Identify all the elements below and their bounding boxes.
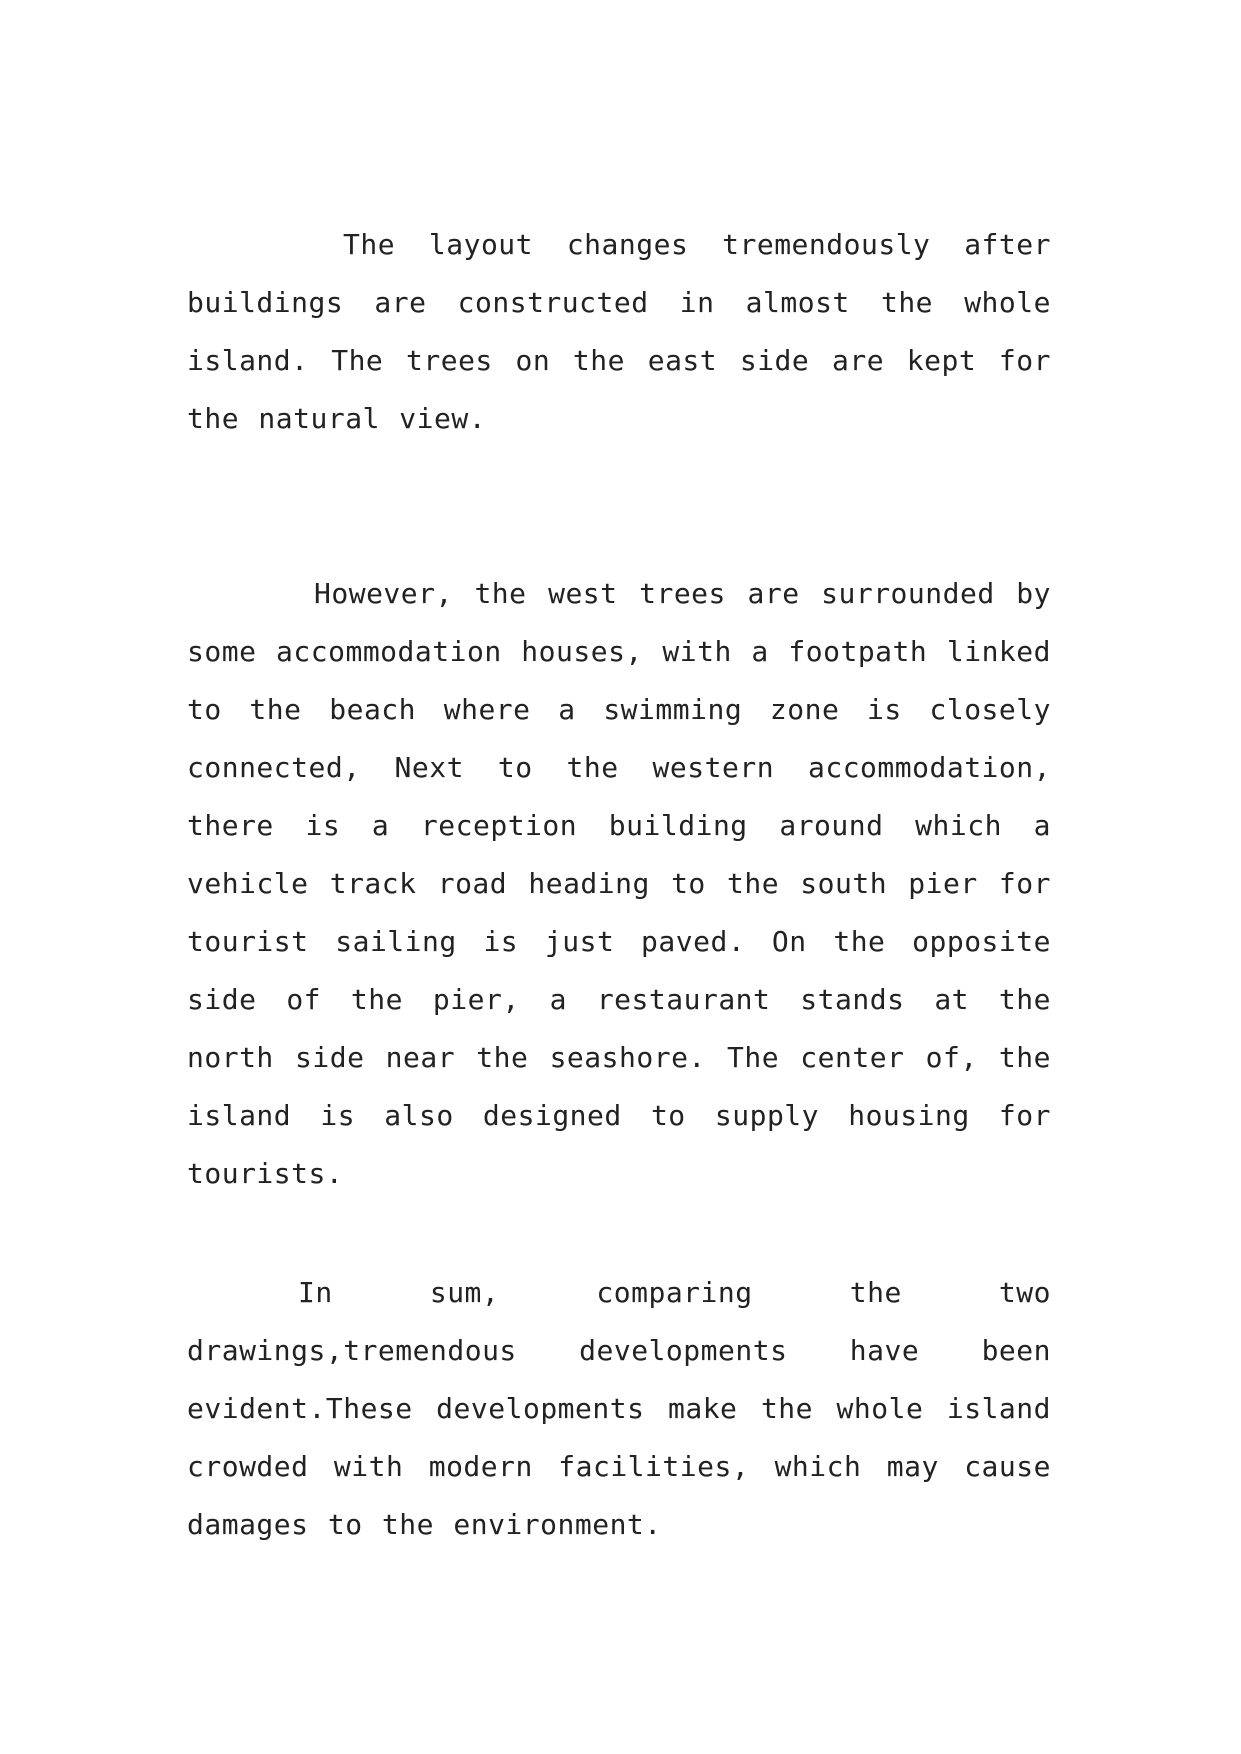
paragraph-layout-changes: The layout changes tremendously after buildings are constructed in almost the whole island. The trees on the east side are kept for the natural view. bbox=[187, 228, 1051, 435]
paragraph-in-sum: In sum, comparing the two drawings,tremendous developments have been evident.These developments make the whole island crowded with modern facilities, which may cause damages to the environment. bbox=[187, 1276, 1051, 1541]
paragraph-west-trees: However, the west trees are surrounded by some accommodation houses, with a footpath linked to the beach where a swimming zone is closely connected, Next to the western accommodation, there is a reception building around which a vehicle track road heading to the south pier for tourist sailing is just paved. On the opposite side of the pier, a restaurant stands at the north side near the seashore. The center of, the island is also designed to supply housing for tourists. bbox=[187, 577, 1051, 1190]
